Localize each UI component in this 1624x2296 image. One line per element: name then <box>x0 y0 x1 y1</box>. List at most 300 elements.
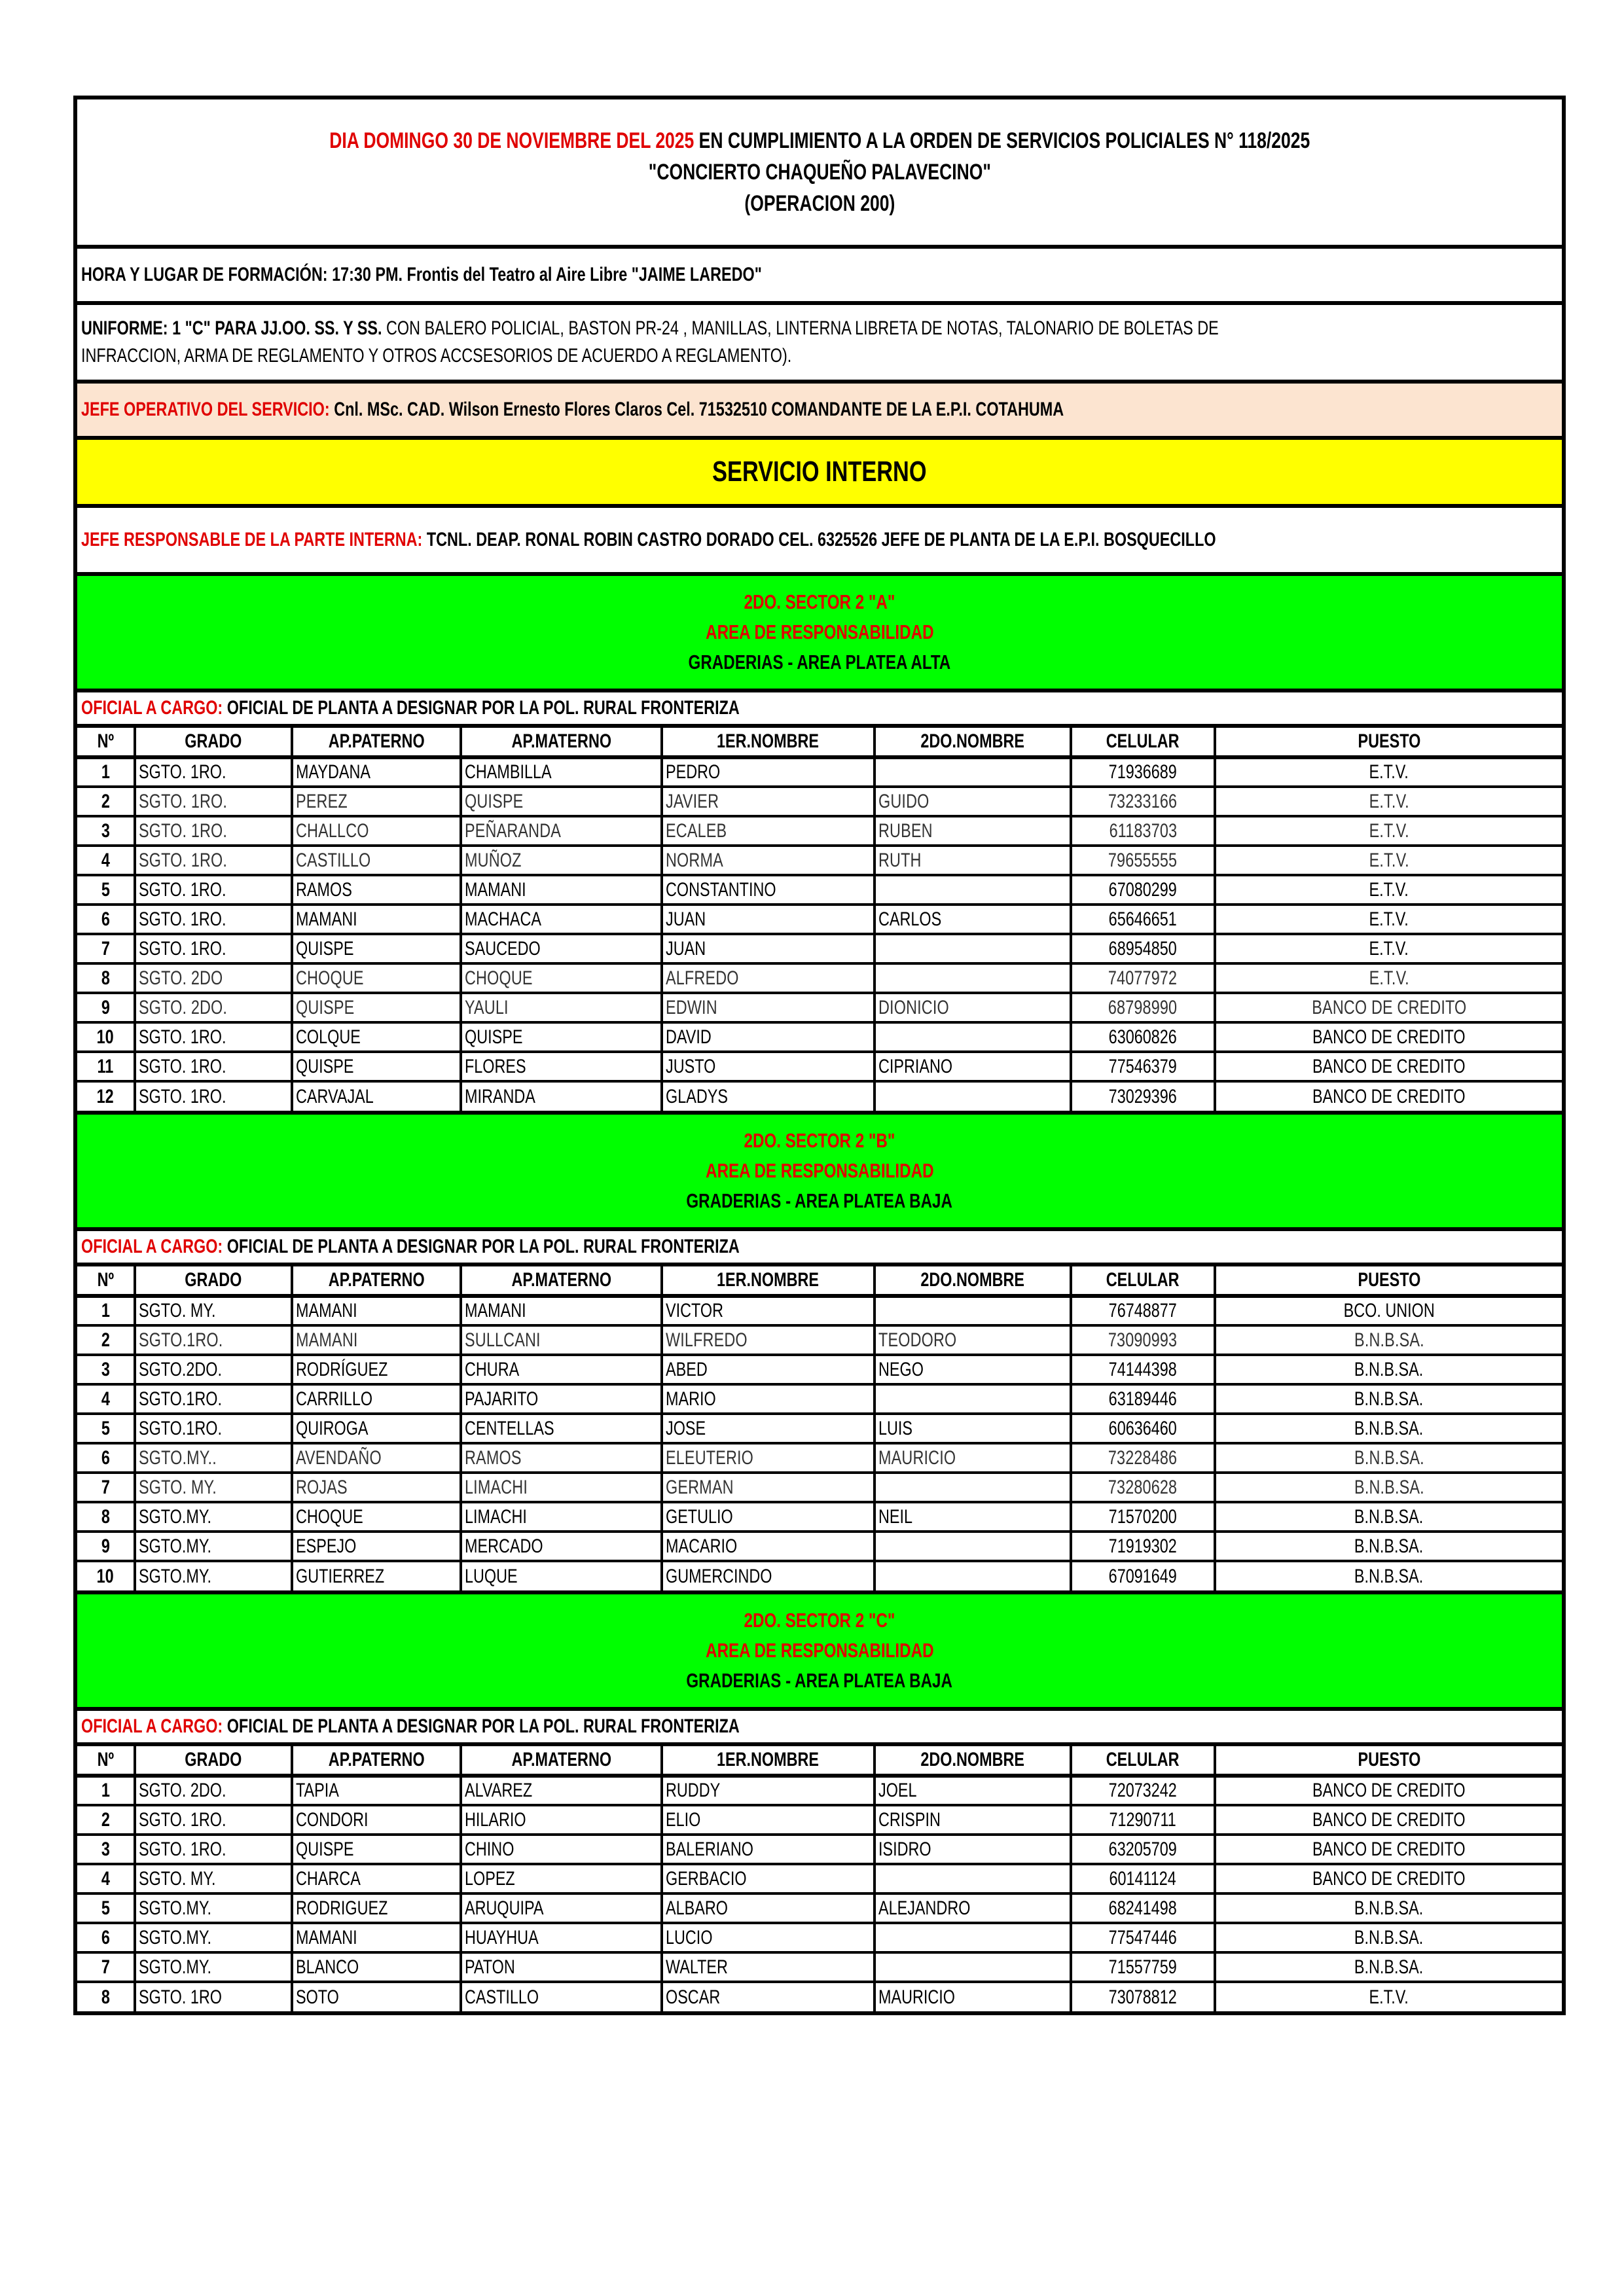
table-row <box>77 846 1562 875</box>
paternal-surname-cell: RODRÍGUEZ <box>292 1355 461 1384</box>
personnel-table <box>77 728 1562 1111</box>
sector-title: 2DO. SECTOR 2 "B" <box>744 1129 895 1152</box>
personnel-table <box>77 1266 1562 1590</box>
chief-internal-value: TCNL. DEAP. RONAL ROBIN CASTRO DORADO CEL. 6325526 JEFE DE PLANTA DE LA E.P.I. BOSQUECILLO <box>422 529 1216 550</box>
phone-cell: 63205709 <box>1071 1835 1215 1864</box>
paternal-surname-cell: QUISPE <box>292 1835 461 1864</box>
post-cell: BCO. UNION <box>1215 1296 1562 1325</box>
maternal-surname-cell: CHURA <box>461 1355 662 1384</box>
table-row <box>77 1561 1562 1590</box>
formation-label: HORA Y LUGAR DE FORMACIÓN: <box>81 264 328 285</box>
post-cell: BANCO DE CREDITO <box>1215 1864 1562 1893</box>
first-name-cell: MARIO <box>662 1384 875 1414</box>
column-header-second-name: 2DO.NOMBRE <box>875 728 1071 757</box>
first-name-cell: JUAN <box>662 905 875 934</box>
first-name-cell: ECALEB <box>662 816 875 846</box>
sector-area: GRADERIAS - AREA PLATEA BAJA <box>686 1189 953 1212</box>
table-row <box>77 1325 1562 1355</box>
column-header-post: PUESTO <box>1215 1746 1562 1776</box>
phone-cell: 71557759 <box>1071 1952 1215 1982</box>
table-row <box>77 1081 1562 1111</box>
row-number-cell: 5 <box>77 1414 135 1443</box>
paternal-surname-cell: AVENDAÑO <box>292 1443 461 1473</box>
second-name-cell: CIPRIANO <box>875 1052 1071 1081</box>
second-name-cell: DIONICIO <box>875 993 1071 1022</box>
phone-cell: 68798990 <box>1071 993 1215 1022</box>
rank-cell: SGTO. 2DO. <box>135 993 292 1022</box>
column-header-rank: GRADO <box>135 1266 292 1296</box>
maternal-surname-cell: PAJARITO <box>461 1384 662 1414</box>
second-name-cell: RUTH <box>875 846 1071 875</box>
paternal-surname-cell: MAMANI <box>292 1923 461 1952</box>
table-row <box>77 1355 1562 1384</box>
phone-cell: 72073242 <box>1071 1776 1215 1805</box>
paternal-surname-cell: CONDORI <box>292 1805 461 1835</box>
rank-cell: SGTO. 2DO <box>135 963 292 993</box>
first-name-cell: GERMAN <box>662 1473 875 1502</box>
row-number-cell: 6 <box>77 905 135 934</box>
row-number-cell: 7 <box>77 1473 135 1502</box>
table-row <box>77 1022 1562 1052</box>
phone-cell: 73090993 <box>1071 1325 1215 1355</box>
post-cell: B.N.B.SA. <box>1215 1473 1562 1502</box>
row-number-cell: 8 <box>77 1982 135 2011</box>
chief-operative-label: JEFE OPERATIVO DEL SERVICIO: <box>81 399 330 420</box>
first-name-cell: ELIO <box>662 1805 875 1835</box>
column-header-maternal-surname: AP.MATERNO <box>461 1266 662 1296</box>
officer-label: OFICIAL A CARGO: <box>81 697 223 719</box>
officer-value: OFICIAL DE PLANTA A DESIGNAR POR LA POL. RURAL FRONTERIZA <box>223 1715 740 1737</box>
sector-subtitle: AREA DE RESPONSABILIDAD <box>705 1639 934 1662</box>
second-name-cell: MAURICIO <box>875 1443 1071 1473</box>
maternal-surname-cell: CASTILLO <box>461 1982 662 2011</box>
paternal-surname-cell: CHALLCO <box>292 816 461 846</box>
phone-cell: 74144398 <box>1071 1355 1215 1384</box>
maternal-surname-cell: FLORES <box>461 1052 662 1081</box>
personnel-table <box>77 1746 1562 2011</box>
first-name-cell: OSCAR <box>662 1982 875 2011</box>
post-cell: B.N.B.SA. <box>1215 1502 1562 1532</box>
column-header-paternal-surname: AP.PATERNO <box>292 728 461 757</box>
service-title-row <box>77 440 1562 508</box>
phone-cell: 67080299 <box>1071 875 1215 905</box>
row-number-cell: 2 <box>77 1805 135 1835</box>
post-cell: E.T.V. <box>1215 905 1562 934</box>
maternal-surname-cell: ARUQUIPA <box>461 1893 662 1923</box>
sector-header <box>77 576 1562 692</box>
row-number-cell: 7 <box>77 934 135 963</box>
row-number-cell: 3 <box>77 1835 135 1864</box>
table-row <box>77 787 1562 816</box>
paternal-surname-cell: TAPIA <box>292 1776 461 1805</box>
maternal-surname-cell: MIRANDA <box>461 1081 662 1111</box>
phone-cell: 77547446 <box>1071 1923 1215 1952</box>
sector-header <box>77 1115 1562 1231</box>
personnel-table-wrap <box>77 1266 1562 1594</box>
first-name-cell: MACARIO <box>662 1532 875 1561</box>
sectors-container <box>77 576 1562 2011</box>
post-cell: BANCO DE CREDITO <box>1215 1776 1562 1805</box>
officer-value: OFICIAL DE PLANTA A DESIGNAR POR LA POL. RURAL FRONTERIZA <box>223 1236 740 1257</box>
table-row <box>77 1952 1562 1982</box>
row-number-cell: 5 <box>77 1893 135 1923</box>
second-name-cell: CRISPIN <box>875 1805 1071 1835</box>
uniform-line2: INFRACCION, ARMA DE REGLAMENTO Y OTROS ACCSESORIOS DE ACUERDO A REGLAMENTO). <box>81 345 792 367</box>
column-header-row-number: Nº <box>77 1266 135 1296</box>
officer-row <box>77 1231 1562 1266</box>
rank-cell: SGTO.MY. <box>135 1561 292 1590</box>
post-cell: E.T.V. <box>1215 963 1562 993</box>
post-cell: B.N.B.SA. <box>1215 1355 1562 1384</box>
event-name: "CONCIERTO CHAQUEÑO PALAVECINO" <box>648 160 991 185</box>
phone-cell: 76748877 <box>1071 1296 1215 1325</box>
paternal-surname-cell: MAMANI <box>292 1296 461 1325</box>
row-number-cell: 10 <box>77 1561 135 1590</box>
column-header-paternal-surname: AP.PATERNO <box>292 1746 461 1776</box>
column-header-maternal-surname: AP.MATERNO <box>461 1746 662 1776</box>
officer-row <box>77 1711 1562 1746</box>
sector-subtitle: AREA DE RESPONSABILIDAD <box>705 620 934 643</box>
table-header-row <box>77 1746 1562 1776</box>
table-row <box>77 1805 1562 1835</box>
table-row <box>77 1864 1562 1893</box>
second-name-cell <box>875 875 1071 905</box>
row-number-cell: 8 <box>77 1502 135 1532</box>
phone-cell: 71570200 <box>1071 1502 1215 1532</box>
paternal-surname-cell: ESPEJO <box>292 1532 461 1561</box>
table-row <box>77 905 1562 934</box>
column-header-second-name: 2DO.NOMBRE <box>875 1746 1071 1776</box>
rank-cell: SGTO. 1RO. <box>135 757 292 787</box>
table-row <box>77 1923 1562 1952</box>
post-cell: BANCO DE CREDITO <box>1215 1052 1562 1081</box>
row-number-cell: 3 <box>77 1355 135 1384</box>
table-row <box>77 1835 1562 1864</box>
row-number-cell: 4 <box>77 1864 135 1893</box>
row-number-cell: 2 <box>77 1325 135 1355</box>
first-name-cell: NORMA <box>662 846 875 875</box>
post-cell: BANCO DE CREDITO <box>1215 1081 1562 1111</box>
phone-cell: 71290711 <box>1071 1805 1215 1835</box>
post-cell: E.T.V. <box>1215 757 1562 787</box>
column-header-first-name: 1ER.NOMBRE <box>662 728 875 757</box>
table-row <box>77 993 1562 1022</box>
rank-cell: SGTO. 1RO. <box>135 1805 292 1835</box>
maternal-surname-cell: LUQUE <box>461 1561 662 1590</box>
chief-operative-row <box>77 384 1562 440</box>
first-name-cell: GERBACIO <box>662 1864 875 1893</box>
column-header-post: PUESTO <box>1215 728 1562 757</box>
table-row <box>77 816 1562 846</box>
maternal-surname-cell: CHINO <box>461 1835 662 1864</box>
second-name-cell: JOEL <box>875 1776 1071 1805</box>
post-cell: B.N.B.SA. <box>1215 1384 1562 1414</box>
rank-cell: SGTO.MY. <box>135 1893 292 1923</box>
second-name-cell <box>875 1952 1071 1982</box>
maternal-surname-cell: LIMACHI <box>461 1502 662 1532</box>
first-name-cell: JOSE <box>662 1414 875 1443</box>
maternal-surname-cell: MUÑOZ <box>461 846 662 875</box>
table-row <box>77 1296 1562 1325</box>
table-row <box>77 1473 1562 1502</box>
phone-cell: 63189446 <box>1071 1384 1215 1414</box>
row-number-cell: 2 <box>77 787 135 816</box>
maternal-surname-cell: MERCADO <box>461 1532 662 1561</box>
post-cell: E.T.V. <box>1215 787 1562 816</box>
table-row <box>77 757 1562 787</box>
row-number-cell: 8 <box>77 963 135 993</box>
second-name-cell <box>875 1022 1071 1052</box>
phone-cell: 73029396 <box>1071 1081 1215 1111</box>
row-number-cell: 6 <box>77 1923 135 1952</box>
formation-value: 17:30 PM. Frontis del Teatro al Aire Libre "JAIME LAREDO" <box>327 264 762 285</box>
second-name-cell <box>875 1561 1071 1590</box>
sector-area: GRADERIAS - AREA PLATEA BAJA <box>686 1669 953 1692</box>
post-cell: BANCO DE CREDITO <box>1215 1022 1562 1052</box>
column-header-row-number: Nº <box>77 728 135 757</box>
paternal-surname-cell: CARVAJAL <box>292 1081 461 1111</box>
uniform-line1: CON BALERO POLICIAL, BASTON PR-24 , MANILLAS, LINTERNA LIBRETA DE NOTAS, TALONARIO DE BOLETAS DE <box>382 317 1219 339</box>
rank-cell: SGTO. MY. <box>135 1864 292 1893</box>
second-name-cell <box>875 963 1071 993</box>
paternal-surname-cell: MAMANI <box>292 1325 461 1355</box>
first-name-cell: GETULIO <box>662 1502 875 1532</box>
first-name-cell: GLADYS <box>662 1081 875 1111</box>
rank-cell: SGTO. 1RO <box>135 1982 292 2011</box>
post-cell: B.N.B.SA. <box>1215 1952 1562 1982</box>
row-number-cell: 1 <box>77 1296 135 1325</box>
paternal-surname-cell: MAYDANA <box>292 757 461 787</box>
phone-cell: 77546379 <box>1071 1052 1215 1081</box>
second-name-cell <box>875 1384 1071 1414</box>
rank-cell: SGTO.1RO. <box>135 1384 292 1414</box>
first-name-cell: WALTER <box>662 1952 875 1982</box>
personnel-table-wrap <box>77 1746 1562 2011</box>
second-name-cell: NEGO <box>875 1355 1071 1384</box>
table-row <box>77 1532 1562 1561</box>
second-name-cell: TEODORO <box>875 1325 1071 1355</box>
rank-cell: SGTO. 1RO. <box>135 1835 292 1864</box>
phone-cell: 60141124 <box>1071 1864 1215 1893</box>
table-row <box>77 1052 1562 1081</box>
maternal-surname-cell: SULLCANI <box>461 1325 662 1355</box>
first-name-cell: ALBARO <box>662 1893 875 1923</box>
phone-cell: 73280628 <box>1071 1473 1215 1502</box>
paternal-surname-cell: PEREZ <box>292 787 461 816</box>
order-reference: EN CUMPLIMIENTO A LA ORDEN DE SERVICIOS POLICIALES N° 118/2025 <box>694 128 1310 153</box>
second-name-cell <box>875 1296 1071 1325</box>
paternal-surname-cell: MAMANI <box>292 905 461 934</box>
phone-cell: 67091649 <box>1071 1561 1215 1590</box>
first-name-cell: RUDDY <box>662 1776 875 1805</box>
rank-cell: SGTO.MY.. <box>135 1443 292 1473</box>
first-name-cell: JUSTO <box>662 1052 875 1081</box>
column-header-first-name: 1ER.NOMBRE <box>662 1746 875 1776</box>
row-number-cell: 9 <box>77 993 135 1022</box>
event-date: DIA DOMINGO 30 DE NOVIEMBRE DEL 2025 <box>329 128 695 153</box>
maternal-surname-cell: YAULI <box>461 993 662 1022</box>
rank-cell: SGTO. 1RO. <box>135 816 292 846</box>
table-row <box>77 1776 1562 1805</box>
phone-cell: 73228486 <box>1071 1443 1215 1473</box>
paternal-surname-cell: RAMOS <box>292 875 461 905</box>
row-number-cell: 9 <box>77 1532 135 1561</box>
first-name-cell: VICTOR <box>662 1296 875 1325</box>
paternal-surname-cell: QUISPE <box>292 993 461 1022</box>
row-number-cell: 4 <box>77 846 135 875</box>
table-row <box>77 875 1562 905</box>
post-cell: BANCO DE CREDITO <box>1215 993 1562 1022</box>
second-name-cell <box>875 1473 1071 1502</box>
post-cell: B.N.B.SA. <box>1215 1414 1562 1443</box>
chief-operative-value: Cnl. MSc. CAD. Wilson Ernesto Flores Claros Cel. 71532510 COMANDANTE DE LA E.P.I. COTAHUMA <box>329 399 1064 420</box>
uniform-row <box>77 305 1562 384</box>
row-number-cell: 11 <box>77 1052 135 1081</box>
maternal-surname-cell: HILARIO <box>461 1805 662 1835</box>
column-header-post: PUESTO <box>1215 1266 1562 1296</box>
second-name-cell: ALEJANDRO <box>875 1893 1071 1923</box>
second-name-cell: ISIDRO <box>875 1835 1071 1864</box>
first-name-cell: WILFREDO <box>662 1325 875 1355</box>
row-number-cell: 12 <box>77 1081 135 1111</box>
phone-cell: 61183703 <box>1071 816 1215 846</box>
paternal-surname-cell: CASTILLO <box>292 846 461 875</box>
table-row <box>77 934 1562 963</box>
officer-label: OFICIAL A CARGO: <box>81 1715 223 1737</box>
paternal-surname-cell: CHARCA <box>292 1864 461 1893</box>
document-header <box>77 99 1562 249</box>
post-cell: E.T.V. <box>1215 816 1562 846</box>
phone-cell: 74077972 <box>1071 963 1215 993</box>
row-number-cell: 4 <box>77 1384 135 1414</box>
column-header-row-number: Nº <box>77 1746 135 1776</box>
table-row <box>77 1384 1562 1414</box>
first-name-cell: ABED <box>662 1355 875 1384</box>
maternal-surname-cell: SAUCEDO <box>461 934 662 963</box>
row-number-cell: 7 <box>77 1952 135 1982</box>
sector-title: 2DO. SECTOR 2 "C" <box>744 1609 895 1632</box>
uniform-label: UNIFORME: 1 "C" PARA JJ.OO. SS. Y SS. <box>81 317 382 339</box>
first-name-cell: JUAN <box>662 934 875 963</box>
rank-cell: SGTO.1RO. <box>135 1414 292 1443</box>
second-name-cell: LUIS <box>875 1414 1071 1443</box>
operation-name: (OPERACION 200) <box>744 191 895 216</box>
second-name-cell: MAURICIO <box>875 1982 1071 2011</box>
first-name-cell: DAVID <box>662 1022 875 1052</box>
rank-cell: SGTO. MY. <box>135 1296 292 1325</box>
sector-header <box>77 1594 1562 1711</box>
paternal-surname-cell: CARRILLO <box>292 1384 461 1414</box>
post-cell: BANCO DE CREDITO <box>1215 1835 1562 1864</box>
paternal-surname-cell: BLANCO <box>292 1952 461 1982</box>
rank-cell: SGTO. 1RO. <box>135 875 292 905</box>
post-cell: B.N.B.SA. <box>1215 1443 1562 1473</box>
post-cell: BANCO DE CREDITO <box>1215 1805 1562 1835</box>
rank-cell: SGTO. 1RO. <box>135 905 292 934</box>
column-header-rank: GRADO <box>135 1746 292 1776</box>
post-cell: E.T.V. <box>1215 846 1562 875</box>
second-name-cell <box>875 1532 1071 1561</box>
rank-cell: SGTO.2DO. <box>135 1355 292 1384</box>
maternal-surname-cell: MAMANI <box>461 875 662 905</box>
personnel-table-wrap <box>77 728 1562 1115</box>
column-header-phone: CELULAR <box>1071 728 1215 757</box>
maternal-surname-cell: RAMOS <box>461 1443 662 1473</box>
first-name-cell: LUCIO <box>662 1923 875 1952</box>
phone-cell: 60636460 <box>1071 1414 1215 1443</box>
first-name-cell: GUMERCINDO <box>662 1561 875 1590</box>
chief-internal-row <box>77 508 1562 576</box>
post-cell: B.N.B.SA. <box>1215 1532 1562 1561</box>
phone-cell: 79655555 <box>1071 846 1215 875</box>
post-cell: B.N.B.SA. <box>1215 1893 1562 1923</box>
post-cell: B.N.B.SA. <box>1215 1923 1562 1952</box>
row-number-cell: 3 <box>77 816 135 846</box>
row-number-cell: 6 <box>77 1443 135 1473</box>
maternal-surname-cell: LOPEZ <box>461 1864 662 1893</box>
rank-cell: SGTO. 2DO. <box>135 1776 292 1805</box>
rank-cell: SGTO. 1RO. <box>135 1052 292 1081</box>
rank-cell: SGTO. 1RO. <box>135 1081 292 1111</box>
paternal-surname-cell: QUISPE <box>292 1052 461 1081</box>
officer-row <box>77 692 1562 728</box>
table-row <box>77 1893 1562 1923</box>
column-header-rank: GRADO <box>135 728 292 757</box>
row-number-cell: 5 <box>77 875 135 905</box>
row-number-cell: 1 <box>77 757 135 787</box>
table-row <box>77 1414 1562 1443</box>
table-header-row <box>77 728 1562 757</box>
maternal-surname-cell: CHOQUE <box>461 963 662 993</box>
rank-cell: SGTO. MY. <box>135 1473 292 1502</box>
officer-value: OFICIAL DE PLANTA A DESIGNAR POR LA POL. RURAL FRONTERIZA <box>223 697 740 719</box>
post-cell: E.T.V. <box>1215 934 1562 963</box>
column-header-first-name: 1ER.NOMBRE <box>662 1266 875 1296</box>
paternal-surname-cell: CHOQUE <box>292 963 461 993</box>
maternal-surname-cell: ALVAREZ <box>461 1776 662 1805</box>
maternal-surname-cell: MACHACA <box>461 905 662 934</box>
table-row <box>77 1443 1562 1473</box>
paternal-surname-cell: CHOQUE <box>292 1502 461 1532</box>
column-header-paternal-surname: AP.PATERNO <box>292 1266 461 1296</box>
phone-cell: 73233166 <box>1071 787 1215 816</box>
phone-cell: 63060826 <box>1071 1022 1215 1052</box>
maternal-surname-cell: CENTELLAS <box>461 1414 662 1443</box>
service-order-document <box>73 96 1566 2015</box>
second-name-cell: RUBEN <box>875 816 1071 846</box>
second-name-cell: CARLOS <box>875 905 1071 934</box>
table-row <box>77 963 1562 993</box>
paternal-surname-cell: RODRIGUEZ <box>292 1893 461 1923</box>
chief-internal-label: JEFE RESPONSABLE DE LA PARTE INTERNA: <box>81 529 423 550</box>
first-name-cell: CONSTANTINO <box>662 875 875 905</box>
second-name-cell <box>875 1081 1071 1111</box>
rank-cell: SGTO. 1RO. <box>135 934 292 963</box>
second-name-cell <box>875 1923 1071 1952</box>
service-title: SERVICIO INTERNO <box>712 456 927 488</box>
post-cell: E.T.V. <box>1215 1982 1562 2011</box>
second-name-cell: NEIL <box>875 1502 1071 1532</box>
table-row <box>77 1502 1562 1532</box>
rank-cell: SGTO.1RO. <box>135 1325 292 1355</box>
table-header-row <box>77 1266 1562 1296</box>
maternal-surname-cell: PATON <box>461 1952 662 1982</box>
phone-cell: 68954850 <box>1071 934 1215 963</box>
rank-cell: SGTO.MY. <box>135 1923 292 1952</box>
rank-cell: SGTO. 1RO. <box>135 1022 292 1052</box>
table-row <box>77 1982 1562 2011</box>
paternal-surname-cell: SOTO <box>292 1982 461 2011</box>
